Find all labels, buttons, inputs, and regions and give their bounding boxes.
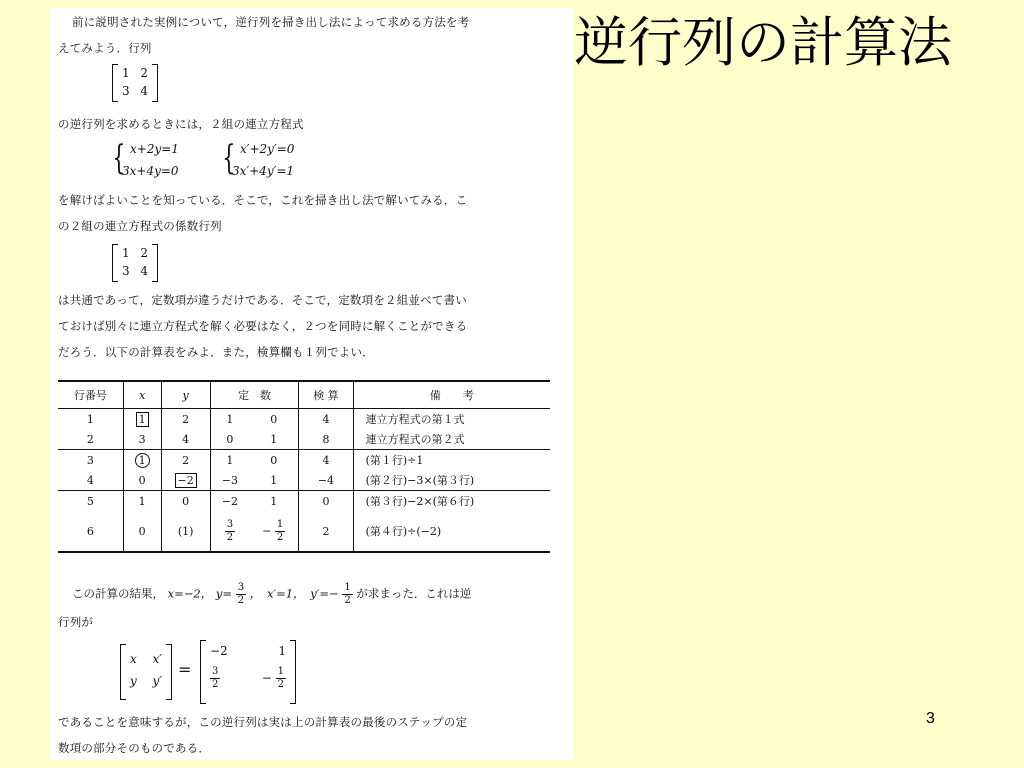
cell-check: 4 bbox=[299, 450, 353, 471]
minus-sign: − bbox=[262, 524, 272, 537]
numerator: 1 bbox=[276, 518, 284, 530]
cell-remark: (第４行)÷(−2) bbox=[353, 511, 550, 552]
coefficient-matrix bbox=[112, 64, 158, 102]
matrix-cell: x bbox=[130, 652, 137, 666]
denominator: 2 bbox=[237, 595, 245, 606]
equation: x′+2y′=0 bbox=[240, 142, 295, 156]
minus-sign: − bbox=[261, 671, 272, 685]
sweep-out-calculation-table bbox=[58, 380, 550, 553]
table-row bbox=[58, 409, 550, 430]
header-y: y bbox=[161, 381, 210, 409]
cell-x: 0 bbox=[123, 470, 161, 491]
cell-constant-1: 1 bbox=[210, 409, 249, 430]
cell-constant-1: 0 bbox=[210, 429, 249, 450]
matrix-cell: 1 bbox=[122, 66, 130, 80]
equation: 3x′+4y′=1 bbox=[232, 164, 295, 178]
cell-row-number: 5 bbox=[58, 491, 123, 512]
cell-constant-2: 0 bbox=[270, 412, 278, 426]
equation: 3x+4y=0 bbox=[122, 164, 179, 178]
text-line: 数項の部分そのものである． bbox=[58, 741, 211, 755]
cell-remark: (第１行)÷1 bbox=[353, 450, 550, 471]
denominator: 2 bbox=[277, 679, 284, 690]
header-check: 検 算 bbox=[299, 381, 353, 409]
pivot-box: 1 bbox=[136, 412, 149, 427]
matrix-cell: 3 bbox=[122, 264, 130, 278]
cell-y: 2 bbox=[161, 409, 210, 430]
cell-y bbox=[161, 470, 210, 491]
table-header-row bbox=[58, 381, 550, 409]
result-text: この計算の結果， bbox=[72, 586, 164, 601]
cell-constant-2: 0 bbox=[249, 450, 299, 471]
cell-row-number: 6 bbox=[58, 511, 123, 552]
text-line: だろう．以下の計算表をみよ．また，検算欄も１列でよい． bbox=[58, 345, 374, 359]
cell-check: 4 bbox=[299, 409, 353, 430]
cell-row-number: 2 bbox=[86, 432, 94, 446]
cell-remark: (第２行)−3×(第３行) bbox=[353, 470, 550, 491]
cell-constant-1: −3 bbox=[210, 470, 249, 491]
cell-x: 3 bbox=[123, 429, 161, 450]
table-row bbox=[58, 470, 550, 491]
inverse-matrix bbox=[200, 640, 296, 704]
text-line: であることを意味するが，この逆行列は実は上の計算表の最後のステップの定 bbox=[58, 715, 468, 729]
matrix-cell: 2 bbox=[140, 66, 148, 80]
fraction bbox=[275, 519, 285, 544]
equation: x+2y=1 bbox=[130, 142, 179, 156]
cell-check: −4 bbox=[299, 470, 353, 491]
cell-x bbox=[123, 450, 161, 471]
cell-constant-1 bbox=[210, 511, 249, 552]
table-row bbox=[58, 491, 550, 512]
unknowns-matrix bbox=[120, 644, 172, 700]
coefficient-matrix bbox=[112, 244, 158, 282]
matrix-cell: 1 bbox=[122, 246, 130, 260]
text-line: の逆行列を求めるときには，２組の連立方程式 bbox=[58, 117, 304, 131]
cell-x: 1 bbox=[123, 491, 161, 512]
cell-x: 0 bbox=[123, 511, 161, 552]
table-row bbox=[58, 429, 550, 450]
cell-y: 2 bbox=[161, 450, 210, 471]
inverse-matrix-equation bbox=[120, 640, 360, 704]
cell-constant-2: 1 bbox=[270, 432, 278, 446]
cell-remark: 連立方程式の第２式 bbox=[353, 429, 550, 450]
denominator: 2 bbox=[344, 595, 351, 606]
text-line: を解けばよいことを知っている．そこで，これを掃き出し法で解いてみる．こ bbox=[58, 193, 468, 207]
cell-constant-2: 1 bbox=[270, 473, 278, 487]
matrix-cell: −2 bbox=[210, 644, 228, 658]
matrix-cell: 4 bbox=[140, 84, 148, 98]
result-x: x=−2， bbox=[167, 586, 213, 601]
header-x: x bbox=[123, 381, 161, 409]
fraction bbox=[342, 582, 352, 607]
result-xprime-yprime: ， x′=1， y′=− bbox=[249, 586, 339, 601]
result-sentence bbox=[72, 582, 471, 607]
cell-constant-2: 1 bbox=[249, 491, 299, 512]
denominator: 2 bbox=[212, 679, 219, 690]
text-line: の２組の連立方程式の係数行列 bbox=[58, 219, 222, 233]
pivot-box: −2 bbox=[175, 473, 197, 488]
cell-row-number: 3 bbox=[58, 450, 123, 471]
result-y-label: y= bbox=[215, 586, 233, 601]
pivot-circle: 1 bbox=[135, 453, 150, 468]
cell-row-number: 1 bbox=[86, 412, 94, 426]
cell-remark: (第３行)−2×(第６行) bbox=[353, 491, 550, 512]
cell-check: 2 bbox=[299, 511, 353, 552]
text-line: ておけば別々に連立方程式を解く必要はなく，２つを同時に解くことができる bbox=[58, 319, 468, 333]
cell-constant-2 bbox=[249, 511, 299, 552]
header-constants: 定 数 bbox=[210, 381, 299, 409]
result-text: が求まった．これは逆 bbox=[356, 586, 472, 601]
denominator: 2 bbox=[226, 531, 234, 543]
numerator: 3 bbox=[237, 582, 245, 593]
cell-check: 0 bbox=[299, 491, 353, 512]
matrix-cell: x′ bbox=[152, 652, 162, 666]
cell-constant-1: 1 bbox=[210, 450, 249, 471]
text-line: えてみよう．行列 bbox=[58, 41, 152, 55]
header-row-number: 行番号 bbox=[58, 381, 123, 409]
matrix-cell: 4 bbox=[140, 264, 148, 278]
denominator: 2 bbox=[276, 531, 284, 543]
numerator: 3 bbox=[226, 518, 234, 530]
cell-constant-1: −2 bbox=[210, 491, 249, 512]
cell-check: 8 bbox=[299, 429, 353, 450]
matrix-cell: 1 bbox=[278, 644, 286, 658]
equation-system-2: { x′+2y′=0 3x′+4y′=1 bbox=[222, 138, 295, 178]
fraction bbox=[276, 666, 286, 691]
table-row bbox=[58, 511, 550, 552]
table-row bbox=[58, 450, 550, 471]
numerator: 1 bbox=[277, 666, 284, 677]
matrix-cell: 2 bbox=[140, 246, 148, 260]
header-remarks: 備 考 bbox=[353, 381, 550, 409]
slide-title: 逆行列の計算法 bbox=[574, 11, 952, 74]
cell-y: (1) bbox=[161, 511, 210, 552]
matrix-cell: 3 bbox=[122, 84, 130, 98]
cell-y: 0 bbox=[161, 491, 210, 512]
text-line: 前に説明された実例について，逆行列を掃き出し法によって求める方法を考 bbox=[72, 15, 470, 29]
numerator: 3 bbox=[212, 666, 219, 677]
cell-row-number: 4 bbox=[86, 473, 94, 487]
slide-number: 3 bbox=[926, 710, 935, 727]
cell-y: 4 bbox=[161, 429, 210, 450]
equals-sign: = bbox=[178, 660, 192, 679]
text-line: は共通であって，定数項が違うだけである．そこで，定数項を２組並べて書い bbox=[58, 293, 467, 307]
fraction bbox=[210, 666, 220, 691]
scanned-textbook-page bbox=[50, 8, 573, 760]
numerator: 1 bbox=[344, 582, 351, 593]
cell-remark: 連立方程式の第１式 bbox=[353, 409, 550, 430]
text-line: 行列が bbox=[58, 615, 94, 629]
matrix-cell: y′ bbox=[152, 674, 162, 688]
equation-system-1: { x+2y=1 3x+4y=0 bbox=[112, 138, 179, 178]
matrix-cell bbox=[262, 666, 286, 691]
matrix-cell: y bbox=[130, 674, 137, 688]
fraction bbox=[225, 519, 235, 544]
fraction bbox=[236, 582, 246, 607]
cell-x bbox=[123, 409, 161, 430]
